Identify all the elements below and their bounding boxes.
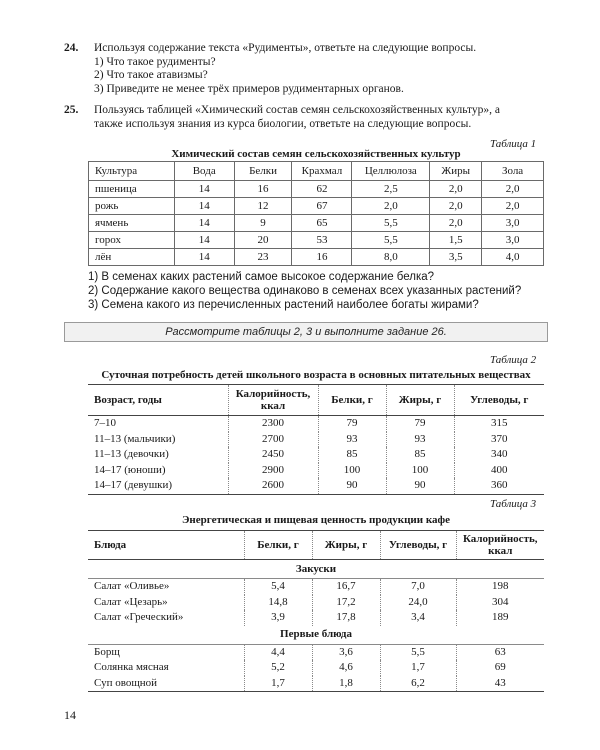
table-cell: 69 bbox=[456, 660, 544, 676]
task-25-questions bbox=[88, 270, 521, 312]
task-25-text-line: Пользуясь таблицей «Химический состав семян сельскохозяйственных культур», а bbox=[94, 104, 501, 116]
table-cell: Солянка мясная bbox=[94, 661, 169, 674]
table-cell: 14 bbox=[174, 181, 234, 198]
section-row bbox=[88, 560, 544, 579]
table-row bbox=[89, 215, 544, 232]
table-cell: 2,0 bbox=[430, 215, 482, 232]
table-cell: Суп овощной bbox=[88, 676, 244, 692]
table-cell: 2450 bbox=[228, 447, 318, 463]
table-cell: 100 bbox=[386, 463, 454, 479]
column-header: Блюда bbox=[88, 531, 244, 560]
task-25-text-line: также используя знания из курса биологии, ответьте на следующие вопросы. bbox=[94, 117, 472, 130]
table-row bbox=[88, 447, 544, 463]
table-cell: Борщ bbox=[94, 645, 120, 658]
task-24-question: 2) Что такое атавизмы? bbox=[94, 69, 208, 81]
table-cell: 14 bbox=[174, 198, 234, 215]
table-cell: 17,2 bbox=[312, 595, 380, 611]
table-2-caption: Таблица 2 bbox=[490, 354, 537, 366]
task-24-question: 3) Приведите не менее трёх примеров рудиментарных органов. bbox=[94, 82, 404, 95]
column-header: Крахмал bbox=[292, 162, 352, 181]
table-3-header-row bbox=[88, 531, 544, 560]
table-cell: 11–13 (мальчики) bbox=[94, 432, 176, 445]
table-cell: рожь bbox=[89, 198, 175, 215]
table-cell: ячмень bbox=[89, 215, 175, 232]
table-cell: 90 bbox=[318, 478, 386, 494]
table-cell: 5,4 bbox=[244, 579, 312, 595]
instruction-note: Рассмотрите таблицы 2, 3 и выполните задание 26. bbox=[64, 322, 548, 342]
table-cell: лён bbox=[89, 249, 175, 266]
page-number: 14 bbox=[64, 708, 76, 722]
table-cell: 5,5 bbox=[352, 232, 430, 249]
column-header: Возраст, годы bbox=[88, 385, 228, 416]
table-cell: 14–17 (юноши) bbox=[94, 463, 166, 476]
table-cell: 14 bbox=[174, 215, 234, 232]
table-row bbox=[88, 478, 544, 494]
table-cell: 2,5 bbox=[352, 181, 430, 198]
table-3-title: Энергетическая и пищевая ценность продукции кафе bbox=[181, 514, 451, 526]
table-cell: 3,6 bbox=[312, 644, 380, 660]
table-cell: 12 bbox=[234, 198, 292, 215]
table-row bbox=[88, 463, 544, 479]
table-cell: 400 bbox=[454, 463, 544, 479]
column-header: Целлюлоза bbox=[352, 162, 430, 181]
task-25-question: 3) Семена какого из перечисленных растений наиболее богаты жирами? bbox=[88, 299, 479, 311]
table-cell: 11–13 (девочки) bbox=[94, 448, 169, 461]
table-cell: 4,4 bbox=[244, 644, 312, 660]
table-2 bbox=[88, 384, 544, 495]
table-cell: 5,2 bbox=[244, 660, 312, 676]
table-cell: 3,0 bbox=[482, 215, 544, 232]
table-row bbox=[88, 416, 544, 432]
section-heading: Закуски bbox=[88, 560, 544, 579]
table-row bbox=[88, 660, 544, 676]
table-row bbox=[88, 644, 544, 660]
table-cell: 2900 bbox=[228, 463, 318, 479]
table-cell: 2,0 bbox=[482, 181, 544, 198]
column-header: Белки, г bbox=[318, 385, 386, 416]
table-cell: 14,8 bbox=[244, 595, 312, 611]
table-row bbox=[89, 249, 544, 266]
table-1 bbox=[88, 161, 544, 266]
table-cell: 7,0 bbox=[380, 579, 456, 595]
column-header: Калорийность, ккал bbox=[228, 385, 318, 416]
table-cell: 4,6 bbox=[312, 660, 380, 676]
table-row bbox=[88, 610, 544, 626]
table-cell: 16,7 bbox=[312, 579, 380, 595]
task-25-question: 1) В семенах каких растений самое высокое содержание белка? bbox=[88, 271, 435, 283]
table-cell: 67 bbox=[292, 198, 352, 215]
table-cell: 4,0 bbox=[482, 249, 544, 266]
table-cell: 198 bbox=[456, 579, 544, 595]
column-header: Культура bbox=[89, 162, 175, 181]
table-cell: 79 bbox=[386, 416, 454, 432]
table-row bbox=[88, 676, 544, 692]
table-cell: 2600 bbox=[228, 478, 318, 494]
table-cell: 1,7 bbox=[244, 676, 312, 692]
table-cell: 24,0 bbox=[380, 595, 456, 611]
table-2-header-row bbox=[88, 385, 544, 416]
column-header: Белки bbox=[234, 162, 292, 181]
table-3-caption: Таблица 3 bbox=[490, 498, 537, 510]
table-cell: 79 bbox=[318, 416, 386, 432]
table-cell: 3,4 bbox=[380, 610, 456, 626]
table-cell: 5,5 bbox=[352, 215, 430, 232]
table-1-header-row bbox=[89, 162, 544, 181]
table-cell: 17,8 bbox=[312, 610, 380, 626]
table-cell: 63 bbox=[456, 644, 544, 660]
table-row bbox=[89, 198, 544, 215]
table-cell: 14–17 (девушки) bbox=[88, 478, 228, 494]
task-24-number: 24. bbox=[64, 42, 79, 54]
table-cell: 189 bbox=[456, 610, 544, 626]
table-cell: 100 bbox=[318, 463, 386, 479]
column-header: Калорийность, ккал bbox=[456, 531, 544, 560]
table-cell: 370 bbox=[454, 432, 544, 448]
table-cell: 85 bbox=[318, 447, 386, 463]
column-header: Углеводы, г bbox=[380, 531, 456, 560]
table-cell: 340 bbox=[454, 447, 544, 463]
table-cell: 53 bbox=[292, 232, 352, 249]
section-row bbox=[88, 626, 544, 645]
task-24-text: Используя содержание текста «Рудименты», ответьте на следующие вопросы. bbox=[94, 42, 477, 54]
table-cell: 2,0 bbox=[430, 198, 482, 215]
table-1-caption: Таблица 1 bbox=[490, 138, 537, 150]
table-cell: 2700 bbox=[228, 432, 318, 448]
task-24-question: 1) Что такое рудименты? bbox=[94, 55, 216, 68]
table-cell: 360 bbox=[454, 478, 544, 494]
table-cell: 23 bbox=[234, 249, 292, 266]
table-cell: 16 bbox=[292, 249, 352, 266]
table-cell: 85 bbox=[386, 447, 454, 463]
table-cell: 62 bbox=[292, 181, 352, 198]
table-cell: 2,0 bbox=[430, 181, 482, 198]
table-cell: 3,5 bbox=[430, 249, 482, 266]
table-cell: 90 bbox=[386, 478, 454, 494]
table-row bbox=[88, 595, 544, 611]
table-cell: 1,7 bbox=[380, 660, 456, 676]
column-header: Жиры, г bbox=[312, 531, 380, 560]
table-cell: 8,0 bbox=[352, 249, 430, 266]
table-3 bbox=[88, 530, 544, 692]
table-cell: горох bbox=[89, 232, 175, 249]
table-cell: 3,9 bbox=[244, 610, 312, 626]
column-header: Жиры, г bbox=[386, 385, 454, 416]
table-cell: 1,8 bbox=[312, 676, 380, 692]
section-heading: Первые блюда bbox=[88, 626, 544, 645]
table-cell: 43 bbox=[456, 676, 544, 692]
table-cell: 14 bbox=[174, 249, 234, 266]
table-cell: 2,0 bbox=[482, 198, 544, 215]
table-cell: 93 bbox=[386, 432, 454, 448]
column-header: Зола bbox=[482, 162, 544, 181]
table-row bbox=[89, 232, 544, 249]
table-cell: 16 bbox=[234, 181, 292, 198]
table-cell: 93 bbox=[318, 432, 386, 448]
table-cell: 5,5 bbox=[380, 644, 456, 660]
table-cell: Салат «Цезарь» bbox=[94, 595, 168, 608]
table-row bbox=[88, 432, 544, 448]
table-cell: Салат «Оливье» bbox=[94, 580, 170, 593]
table-cell: 20 bbox=[234, 232, 292, 249]
table-cell: 65 bbox=[292, 215, 352, 232]
table-cell: 6,2 bbox=[380, 676, 456, 692]
table-cell: 2,0 bbox=[352, 198, 430, 215]
table-cell: 2300 bbox=[228, 416, 318, 432]
table-cell: 14 bbox=[174, 232, 234, 249]
table-cell: 304 bbox=[456, 595, 544, 611]
column-header: Жиры bbox=[430, 162, 482, 181]
table-cell: 315 bbox=[454, 416, 544, 432]
table-row bbox=[88, 579, 544, 595]
table-cell: 1,5 bbox=[430, 232, 482, 249]
table-2-title: Суточная потребность детей школьного возраста в основных питательных веществах bbox=[101, 369, 531, 381]
table-cell: 9 bbox=[234, 215, 292, 232]
table-1-title: Химический состав семян сельскохозяйственных культур bbox=[171, 148, 461, 160]
table-cell: пшеница bbox=[89, 181, 175, 198]
table-cell: 7–10 bbox=[94, 417, 116, 430]
column-header: Вода bbox=[174, 162, 234, 181]
table-cell: Салат «Греческий» bbox=[94, 611, 184, 624]
column-header: Углеводы, г bbox=[454, 385, 544, 416]
task-25-question: 2) Содержание какого вещества одинаково в семенах всех указанных растений? bbox=[88, 285, 522, 297]
table-row bbox=[89, 181, 544, 198]
table-cell: 3,0 bbox=[482, 232, 544, 249]
column-header: Белки, г bbox=[244, 531, 312, 560]
task-25-number: 25. bbox=[64, 104, 79, 116]
